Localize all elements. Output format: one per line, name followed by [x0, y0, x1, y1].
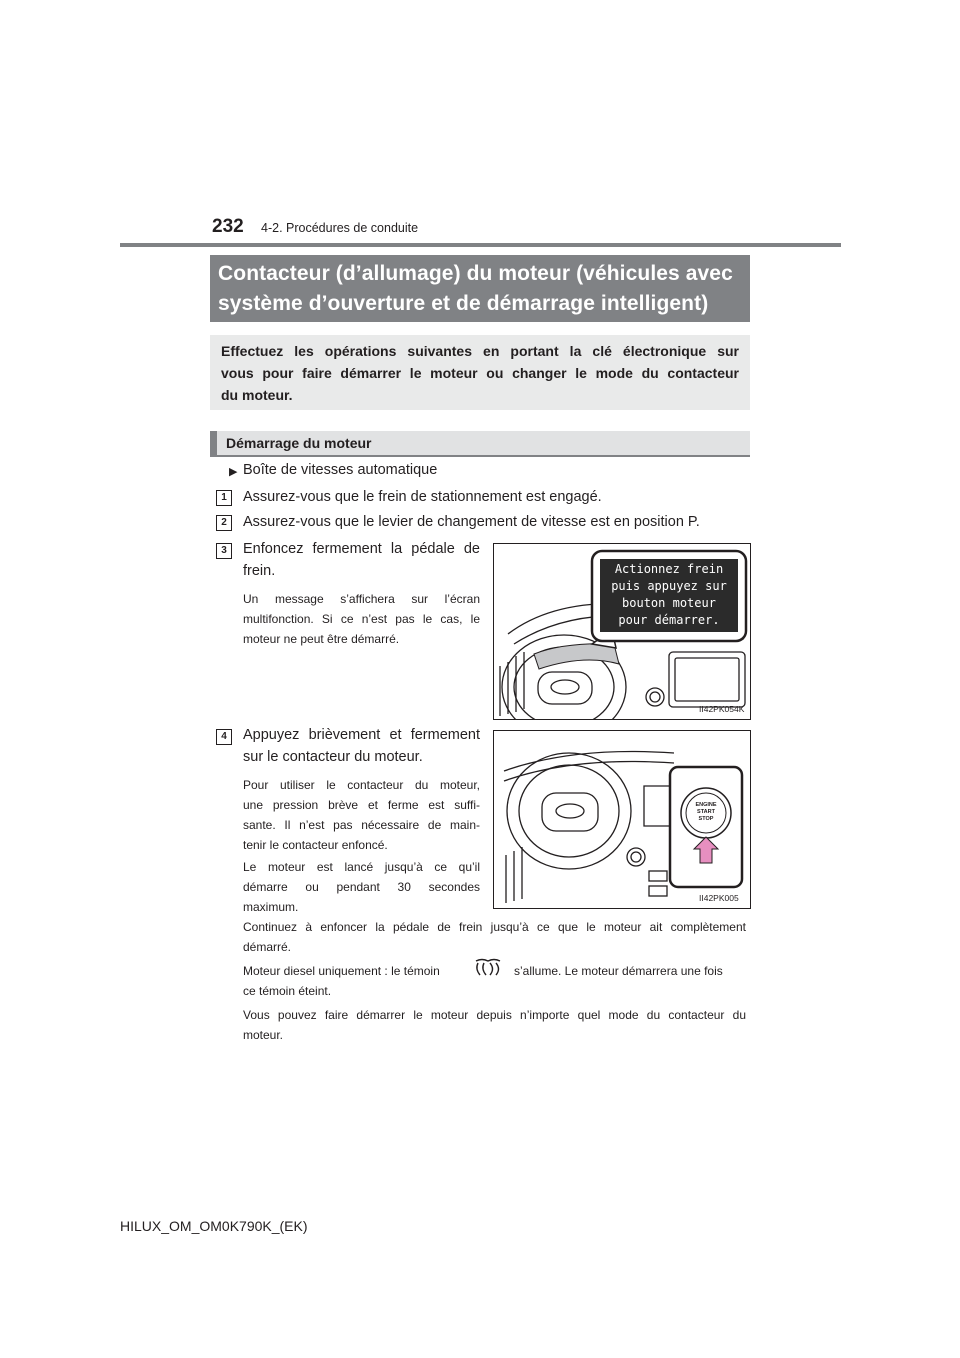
step-note: démarre ou pendant 30 secondes: [243, 880, 480, 894]
intro-line3: du moteur.: [221, 387, 293, 403]
step-number: 4: [216, 729, 232, 745]
transmission-label: Boîte de vitesses automatique: [243, 462, 438, 478]
step-note: moteur ne peut être démarré.: [243, 632, 400, 646]
figure-start-button: [493, 730, 751, 909]
intro-box: [210, 335, 750, 410]
page-title: [210, 255, 750, 322]
paragraph-line: démarré.: [243, 940, 292, 954]
figure-code: II42PK054K: [699, 704, 745, 714]
step-number: 3: [216, 543, 232, 559]
step-text: Assurez-vous que le levier de changement de vitesse est en position P.: [243, 514, 700, 530]
paragraph-line: s’allume. Le moteur démarrera une fois: [514, 964, 723, 978]
step-note: Pour utiliser le contacteur du moteur,: [243, 778, 480, 792]
step-note: maximum.: [243, 900, 299, 914]
step-note: une pression brève et ferme est suffi-: [243, 798, 480, 812]
glow-plug-indicator-icon: [472, 957, 504, 979]
page-title-line1: Contacteur (d’allumage) du moteur (véhicules avec: [218, 262, 733, 285]
display-line: bouton moteur: [622, 596, 716, 610]
step-number: 2: [216, 515, 232, 531]
intro-line2: vous pour faire démarrer le moteur ou changer le mode du contacteur: [221, 365, 739, 381]
figure-brake-message: [493, 543, 751, 720]
step-text: sur le contacteur du moteur.: [243, 749, 423, 765]
page-number: 232: [212, 216, 244, 237]
engine-start-stop-button: [688, 802, 724, 823]
step-note: sante. Il n’est pas nécessaire de main-: [243, 818, 480, 832]
step-note: Un message s’affichera sur l’écran: [243, 592, 480, 606]
step-text: Assurez-vous que le frein de stationnement est engagé.: [243, 489, 602, 505]
step-text: frein.: [243, 563, 276, 579]
figure-code: II42PK005: [699, 893, 739, 903]
paragraph-line: ce témoin éteint.: [243, 984, 332, 998]
subheading: [210, 431, 750, 457]
button-label: ENGINE: [695, 802, 717, 808]
display-message: [600, 561, 738, 629]
subheading-bar: [210, 431, 217, 457]
intro-line1: Effectuez les opérations suivantes en portant la clé électronique sur: [221, 343, 739, 359]
section-title: 4-2. Procédures de conduite: [261, 221, 419, 235]
button-label: STOP: [698, 816, 714, 822]
display-line: pour démarrer.: [618, 613, 720, 627]
page-title-line2: système d’ouverture et de démarrage intelligent): [218, 292, 709, 315]
step-text: Appuyez brièvement et fermement: [243, 727, 480, 743]
step-note: Le moteur est lancé jusqu’à ce qu’il: [243, 860, 480, 874]
step-text: Enfoncez fermement la pédale de: [243, 541, 480, 557]
button-label: START: [697, 809, 715, 815]
footer-doc-code: HILUX_OM_OM0K790K_(EK): [120, 1218, 308, 1234]
step-number: 1: [216, 490, 232, 506]
display-line: Actionnez frein: [614, 562, 724, 576]
header-rule: [120, 243, 841, 247]
display-line: puis appuyez sur: [611, 579, 727, 593]
paragraph-line: Vous pouvez faire démarrer le moteur depuis n’importe quel mode du contacteur du: [243, 1008, 746, 1022]
step-note: tenir le contacteur enfoncé.: [243, 838, 388, 852]
paragraph-line: moteur.: [243, 1028, 284, 1042]
paragraph-line: Continuez à enfoncer la pédale de frein jusqu’à ce que le moteur ait complètement: [243, 920, 746, 934]
triangle-bullet-icon: ▶: [229, 466, 238, 478]
step-note: multifonction. Si ce n’est pas le cas, le: [243, 612, 480, 626]
paragraph-line: Moteur diesel uniquement : le témoin: [243, 964, 440, 978]
subheading-text: Démarrage du moteur: [226, 435, 372, 451]
